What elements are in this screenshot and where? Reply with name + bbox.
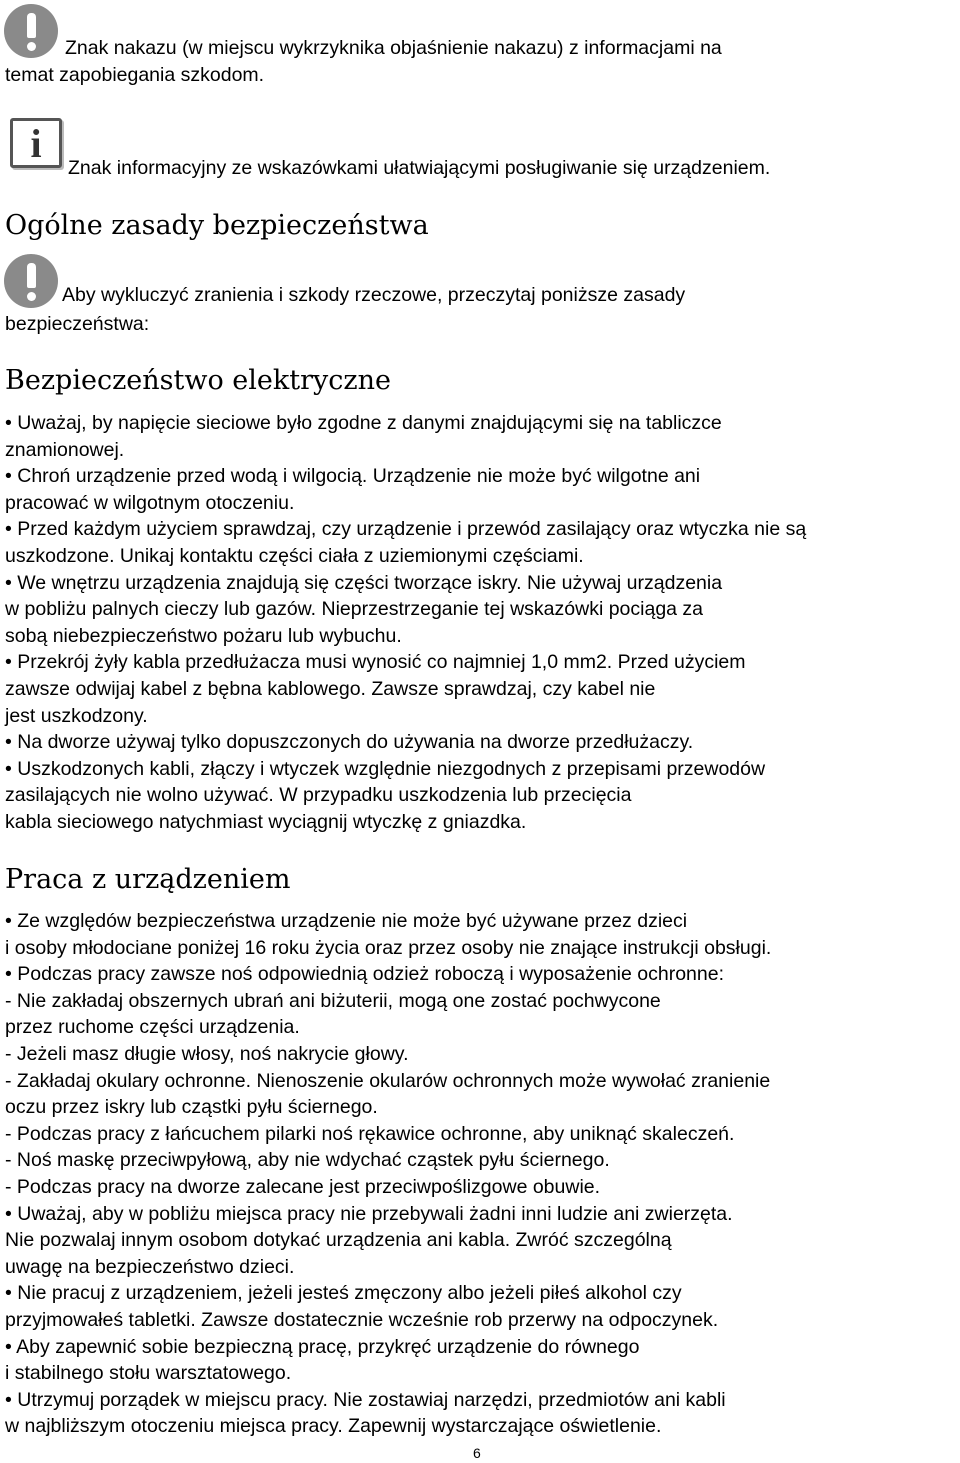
electrical-safety-line: • Uważaj, by napięcie sieciowe było zgodne z danymi znajdującymi się na tabliczce: [5, 412, 722, 434]
work-safety-line: - Noś maskę przeciwpyłową, aby nie wdychać cząstek pyłu ściernego.: [5, 1149, 610, 1172]
work-safety-line: • Aby zapewnić sobie bezpieczną pracę, przykręć urządzenie do równego: [5, 1335, 640, 1358]
work-safety-line: przyjmowałeś tabletki. Zawsze dostatecznie wcześnie rob przerwy na odpoczynek.: [5, 1309, 719, 1331]
work-safety-line: przez ruchome części urządzenia.: [5, 1016, 300, 1039]
electrical-safety-line: • Uszkodzonych kabli, złączy i wtyczek względnie niezgodnych z przepisami przewodów: [5, 757, 766, 780]
work-safety-line: uwagę na bezpieczeństwo dzieci.: [5, 1255, 295, 1278]
warning-legend-line-2: temat zapobiegania szkodom.: [5, 64, 265, 86]
work-safety-heading: Praca z urządzeniem: [5, 864, 291, 895]
electrical-safety-line: jest uszkodzony.: [5, 704, 148, 727]
warning-legend-line-1: Znak nakazu (w miejscu wykrzyknika objaśnienie nakazu) z informacjami na: [65, 37, 722, 59]
electrical-safety-line: • We wnętrzu urządzenia znajdują się części tworzące iskry. Nie używaj urządzenia: [5, 571, 723, 594]
electrical-safety-line: zawsze odwijaj kabel z bębna kablowego. Zawsze sprawdzaj, czy kabel nie: [5, 678, 656, 700]
page-number: 6: [473, 1445, 481, 1461]
work-safety-line: • Utrzymuj porządek w miejscu pracy. Nie zostawiaj narzędzi, przedmiotów ani kabli: [5, 1388, 726, 1411]
work-safety-line: i osoby młodociane poniżej 16 roku życia oraz przez osoby nie znające instrukcji obsługi.: [5, 936, 772, 959]
work-safety-line: - Nie zakładaj obszernych ubrań ani biżuterii, mogą one zostać pochwycone: [5, 989, 661, 1012]
info-glyph: i: [30, 121, 42, 166]
general-safety-heading: Ogólne zasady bezpieczeństwa: [5, 210, 429, 241]
work-safety-line: • Nie pracuj z urządzeniem, jeżeli jesteś zmęczony albo jeżeli piłeś alkohol czy: [5, 1282, 682, 1305]
electrical-safety-line: w pobliżu palnych cieczy lub gazów. Nieprzestrzeganie tej wskazówki pociąga za: [5, 598, 704, 621]
info-legend-line: Znak informacyjny ze wskazówkami ułatwiającymi posługiwanie się urządzeniem.: [68, 157, 771, 179]
electrical-safety-line: • Przed każdym użyciem sprawdzaj, czy urządzenie i przewód zasilający oraz wtyczka nie są: [5, 518, 807, 541]
work-safety-line: • Ze względów bezpieczeństwa urządzenie nie może być używane przez dzieci: [5, 910, 688, 932]
work-safety-line: w najbliższym otoczeniu miejsca pracy. Zapewnij wystarczające oświetlenie.: [5, 1415, 662, 1438]
electrical-safety-line: pracować w wilgotnym otoczeniu.: [5, 491, 295, 514]
electrical-safety-line: • Na dworze używaj tylko dopuszczonych do używania na dworze przedłużaczy.: [5, 731, 694, 754]
electrical-safety-line: zasilających nie wolno używać. W przypadku uszkodzenia lub przecięcia: [5, 784, 632, 807]
work-safety-line: - Podczas pracy z łańcuchem pilarki noś rękawice ochronne, aby uniknąć skaleczeń.: [5, 1122, 735, 1145]
general-intro-line-1: Aby wykluczyć zranienia i szkody rzeczowe, przeczytaj poniższe zasady: [62, 284, 686, 306]
work-safety-line: • Podczas pracy zawsze noś odpowiednią odzież roboczą i wyposażenie ochronne:: [5, 963, 724, 986]
electrical-safety-line: kabla sieciowego natychmiast wyciągnij wtyczkę z gniazdka.: [5, 811, 527, 833]
work-safety-line: - Jeżeli masz długie włosy, noś nakrycie głowy.: [5, 1043, 409, 1065]
electrical-safety-heading: Bezpieczeństwo elektryczne: [5, 365, 391, 396]
electrical-safety-line: • Przekrój żyły kabla przedłużacza musi wynosić co najmniej 1,0 mm2. Przed użyciem: [5, 651, 746, 674]
work-safety-line: oczu przez iskry lub cząstki pyłu ściernego.: [5, 1096, 378, 1119]
work-safety-line: - Zakładaj okulary ochronne. Nienoszenie okularów ochronnych może wywołać zranienie: [5, 1069, 771, 1092]
electrical-safety-line: sobą niebezpieczeństwo pożaru lub wybuchu.: [5, 624, 402, 647]
general-intro-line-2: bezpieczeństwa:: [5, 313, 150, 335]
work-safety-line: i stabilnego stołu warsztatowego.: [5, 1362, 292, 1385]
warning-exclamation-icon: [4, 254, 58, 308]
electrical-safety-line: znamionowej.: [5, 438, 125, 461]
electrical-safety-line: uszkodzone. Unikaj kontaktu części ciała z uziemionymi częściami.: [5, 545, 584, 567]
work-safety-line: Nie pozwalaj innym osobom dotykać urządzenia ani kabla. Zwróć szczególną: [5, 1229, 672, 1252]
warning-exclamation-icon: [4, 4, 58, 58]
work-safety-line: • Uważaj, aby w pobliżu miejsca pracy nie przebywali żadni inni ludzie ani zwierzęta.: [5, 1202, 733, 1225]
electrical-safety-line: • Chroń urządzenie przed wodą i wilgocią. Urządzenie nie może być wilgotne ani: [5, 465, 701, 488]
work-safety-line: - Podczas pracy na dworze zalecane jest przeciwpoślizgowe obuwie.: [5, 1176, 601, 1198]
info-icon: [10, 118, 62, 168]
